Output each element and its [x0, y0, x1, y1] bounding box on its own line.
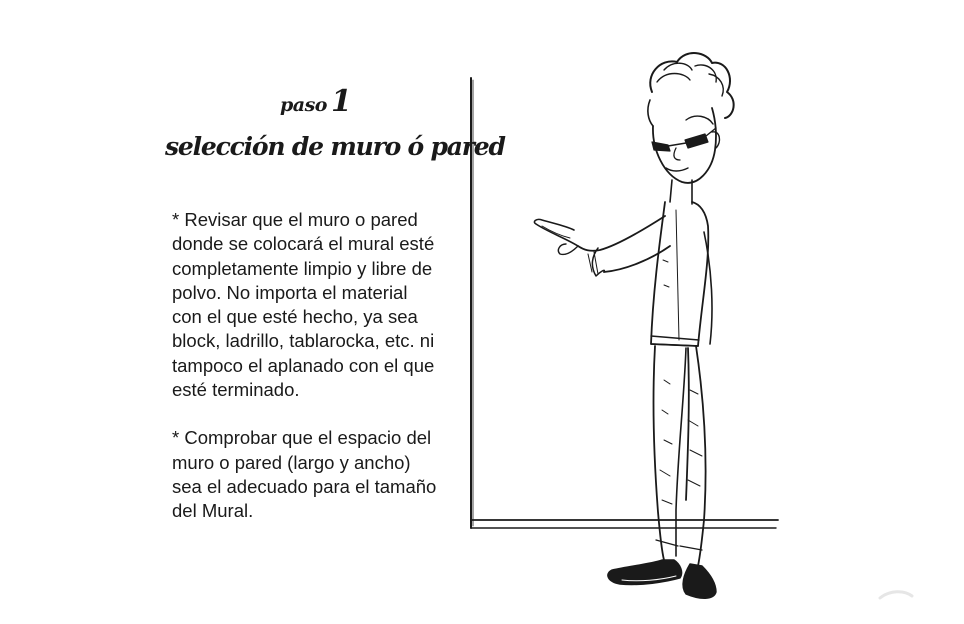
step-number: 1: [330, 84, 352, 119]
man-pointing-drawing: [534, 53, 733, 598]
page-title: selección de muro ó pared: [165, 132, 505, 161]
faint-mark: [880, 592, 912, 598]
instruction-paragraph-2: * Comprobar que el espacio del muro o pared (largo y ancho) sea el adecuado para el tamaño del Mural.: [172, 427, 437, 522]
wall-drawing: [471, 78, 778, 528]
instruction-paragraph-1: * Revisar que el muro o pared donde se colocará el mural esté completamente limpio y libre de polvo. No importa el material con el que esté hecho, ya sea block, ladrillo, tablarocka, etc. ni tampoco el aplanado con el que esté terminado.: [172, 209, 435, 401]
step-word: paso: [280, 94, 327, 116]
